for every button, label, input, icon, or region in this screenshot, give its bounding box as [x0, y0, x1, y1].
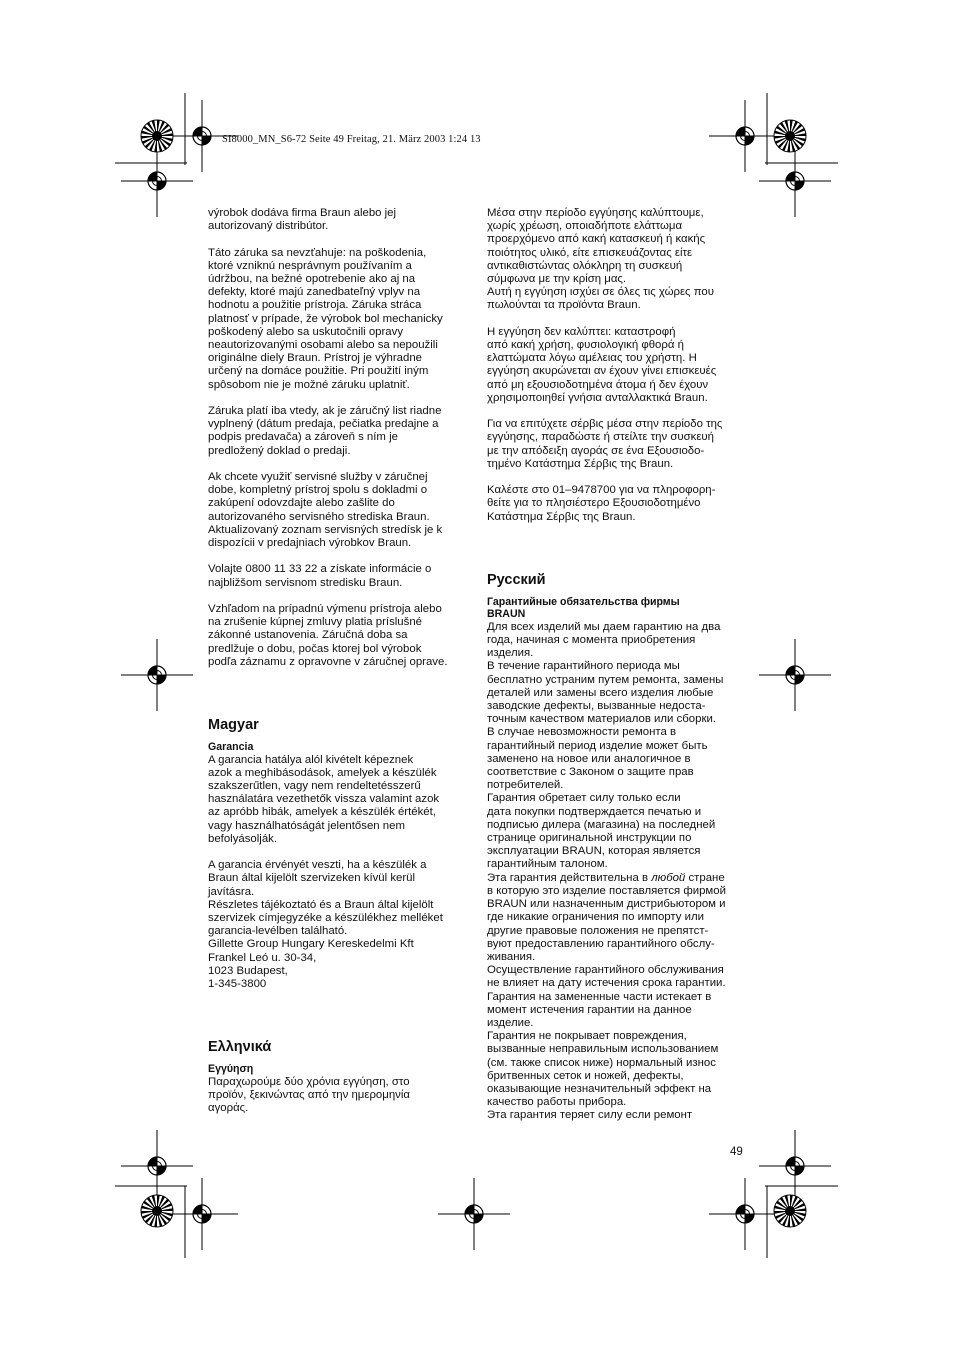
paragraph [487, 872, 749, 885]
registration-mark-icon [121, 639, 193, 711]
paragraph: Для всех изделий мы даем гарантию на два года, начиная с момента приобретения изделия. В течение гарантийного периода мы бесплатно устраним путем ремонта, замены деталей или замены всего изделия любые заводские дефекты, вызванные недоста- точным качеством материалов или сборки. В случае невозможности ремонта в гарантийный период изделие может быть заменено на новое или аналогичное в соответствие с Законом о защите прав потребителей. Гарантия обретает силу только если дата покупки подтверждается печатью и подписью дилера (магазина) на последней странице оригинальной инструкции по эксплуатации BRAUN, которая является гарантийным талоном. [487, 620, 724, 871]
registration-mark-icon [759, 1130, 831, 1202]
registration-mark-icon [709, 100, 781, 172]
paragraph: výrobok dodáva firma Braun alebo jej autorizovaný distribútor. [208, 207, 397, 233]
starburst-target-icon [141, 120, 173, 152]
paragraph: Για να επιτύχετε σέρβις μέσα στην περίοδο της εγγύησης, παραδώστε ή στείλτε την συσκευή με την απόδειξη αγοράς σε ένα Εξουσιοδο- τημένο Κατάστημα Σέρβις της Braun. [487, 418, 723, 470]
paragraph: в которую это изделие поставляется фирмой BRAUN или назначенным дистрибьютором и где никакие ограничения по импорту или другие правовые положения не препятст- вуют предоставлению гарантийного обслу- живания. Осуществление гарантийного обслуживания не влияет на дату истечения срока гарантии. Гарантия на замененные части истекает в момент истечения гарантии на данное изделие. Гарантия не покрывает повреждения, вызванные неправильным использованием (см. также список ниже) нормальный износ бритвенных сеток и ножей, дефекты, оказывающие незначительный эффект на качество работы прибора. Эта гарантия теряет силу если ремонт [487, 884, 726, 1122]
paragraph: Μέσα στην περίοδο εγγύησης καλύπτουμε, χωρίς χρέωση, οποιαδήποτε ελάττωμα προερχόμενο από κακή κατασκευή ή κακής ποιότητος υλικό, είτε επισκευάζοντας είτε αντικαθιστώντας ολόκληρη τη συσκευή σύμφωνα με την κρίση μας. Αυτή η εγγύηση ισχύει σε όλες τις χώρες που πωλούνται τα προϊόντα Braun. [487, 207, 714, 312]
left-column [208, 207, 470, 1115]
registration-mark-icon [759, 639, 831, 711]
section-heading-greek: Ελληνικά [208, 1039, 272, 1056]
paragraph: A garancia érvényét veszti, ha a készülék a Braun által kijelölt szervizeken kívül kerül javításra. Részletes tájékoztató és a Braun által kijelölt szervizek címjegyzéke a készülékhez melléket garancia-levélben található. Gillette Group Hungary Kereskedelmi Kft Frankel Leó u. 30-34, 1023 Budapest, 1-345-3800 [208, 859, 443, 990]
right-column [487, 207, 749, 1123]
registration-mark-icon [709, 1178, 781, 1250]
text-run: Эта гарантия действительна в [487, 871, 652, 884]
registration-mark-icon [438, 1178, 510, 1250]
paragraph: Táto záruka sa nevzťahuje: na poškodenia, ktoré vzniknú nesprávnym používaním a údržbou, na bežné opotrebenie ako aj na defekty, ktoré majú zanedbateľný vplyv na hodnotu a použitie prístroja. Záruka stráca platnosť v prípade, že výrobok bol mechanicky poškodený alebo sa uskutočnili opravy neautorizovanými osobami alebo sa nepoužili originálne diely Braun. Prístroj je výhradne určený na domáce použitie. Pri použití iným spôsobom nie je možné záruku uplatniť. [208, 246, 443, 391]
paragraph: Ak chcete využiť servisné služby v záručnej dobe, kompletný prístroj spolu s dokladmi o zakúpení odovzdajte alebo zašlite do autorizovaného servisného strediska Braun. Aktualizovaný zoznam servisných stredísk je k dispozícii v predajniach výrobkov Braun. [208, 471, 443, 550]
section-heading-russian: Русский [487, 571, 546, 588]
page-number: 49 [730, 1146, 743, 1158]
subheading-garancia: Garancia [208, 741, 254, 754]
subheading-garantiya: Гарантийные обязательства фирмы BRAUN [487, 595, 680, 621]
paragraph: Καλέστε στο 01–9478700 για να πληροφορη- θείτε για το πλησιέστερο Εξουσιοδοτημένο Κατάστημα Σέρβις της Braun. [487, 484, 716, 523]
paragraph: Záruka platí iba vtedy, ak je záručný list riadne vyplnený (dátum predaja, pečiatka predajne a podpis predavača) a zároveň s ním je predložený doklad o predaji. [208, 405, 442, 457]
paragraph: Volajte 0800 11 33 22 a získate informácie o najbližšom servisnom stredisku Braun. [208, 563, 432, 589]
registration-mark-icon [121, 145, 193, 217]
starburst-target-icon [774, 120, 806, 152]
italic-word: любой [651, 871, 686, 884]
starburst-target-icon [141, 1195, 173, 1227]
subheading-eggyisi: Εγγύηση [208, 1063, 254, 1076]
paragraph: Vzhľadom na prípadnú výmenu prístroja alebo na zrušenie kúpnej zmluvy platia príslušné zákonné ustanovenia. Záručná doba sa predlžuje o dobu, počas ktorej bol výrobok podľa záznamu z opravovne v záručnej oprave. [208, 603, 448, 668]
paragraph: A garancia hatálya alól kivételt képeznek azok a meghibásodások, amelyek a készülék szakszerűtlen, vagy nem rendeltetésszerű használatára vezethetők vissza valamint azok az apróbb hibák, amelyek a készülék értékét, vagy használhatóságát jelentősen nem befolyásolják. [208, 753, 440, 845]
registration-mark-icon [166, 1178, 238, 1250]
print-slug: SI8000_MN_S6-72 Seite 49 Freitag, 21. März 2003 1:24 13 [222, 134, 481, 145]
section-heading-magyar: Magyar [208, 717, 259, 734]
paragraph: Η εγγύηση δεν καλύπτει: καταστροφή από κακή χρήση, φυσιολογική φθορά ή ελαττώματα λόγω αμέλειας του χρήστη. Η εγγύηση ακυρώνεται αν έχουν γίνει επισκευές από μη εξουσιοδοτημένα άτομα ή δεν έχουν χρησιμοποιηθεί γνήσια ανταλλακτικά Braun. [487, 325, 717, 404]
paragraph: Παραχωρούμε δύο χρόνια εγγύηση, στο προϊόν, ξεκινώντας από την ημερομηνία αγοράς. [208, 1075, 410, 1115]
text-run: стране [685, 871, 725, 884]
registration-mark-icon [121, 1130, 193, 1202]
starburst-target-icon [774, 1195, 806, 1227]
registration-mark-icon [759, 145, 831, 217]
